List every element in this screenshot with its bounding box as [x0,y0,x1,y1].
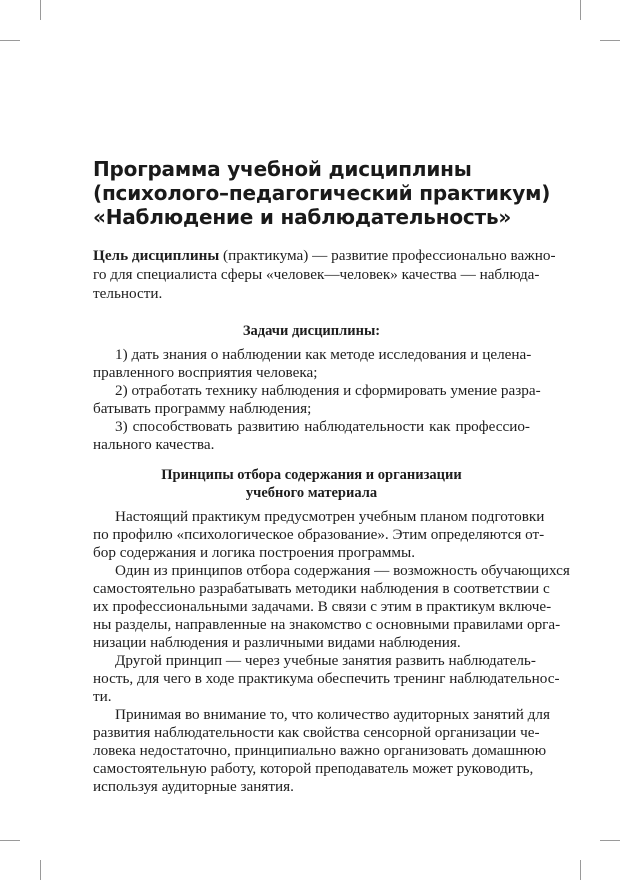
paragraph-line: самостоятельно разрабатывать методики наблюдения в соответствии с [93,580,550,597]
crop-mark [580,860,581,880]
task-line: 1) дать знания о наблюдении как методе исследования и целена- [115,346,532,363]
crop-mark [40,0,41,20]
paragraph-line: по профилю «психологическое образование». Этим определяются от- [93,526,545,543]
goal-label: Цель дисциплины [93,247,220,264]
paragraph-line: Настоящий практикум предусмотрен учебным планом подготовки [115,508,545,525]
crop-mark [600,840,620,841]
paragraph-line: самостоятельную работу, которой преподаватель может руководить, [93,760,534,777]
goal-text: (практикума) — развитие профессионально важно- [219,247,556,264]
paragraph-line: низации наблюдения и различными видами наблюдения. [93,634,461,651]
title-line: «Наблюдение и наблюдательность» [93,205,512,229]
paragraph-line: их профессиональными задачами. В связи с этим в практикум включе- [93,598,552,615]
title-line: (психолого–педагогический практикум) [93,181,551,205]
goal-line: тельности. [93,285,163,302]
page-title [93,157,563,229]
crop-mark [0,840,20,841]
task-line: батывать программу наблюдения; [93,400,312,417]
crop-mark [40,860,41,880]
paragraph-line: развития наблюдательности как свойства сенсорной организации че- [93,724,540,741]
paragraph-line: бор содержания и логика построения программы. [93,544,416,561]
paragraph-line: ность, для чего в ходе практикума обеспечить тренинг наблюдательнос- [93,670,560,687]
paragraph-line: ны разделы, направленные на знакомство с основными правилами орга- [93,616,561,633]
paragraph-line: Принимая во внимание то, что количество аудиторных занятий для [115,706,550,723]
task-line: 2) отработать технику наблюдения и сформировать умение разра- [115,382,541,399]
title-line: Программа учебной дисциплины [93,157,472,181]
paragraph-line: ловека недостаточно, принципиально важно организовать домашнюю [93,742,547,759]
paragraph-line: Один из принципов отбора содержания — возможность обучающихся [115,562,570,579]
crop-mark [580,0,581,20]
task-line: нального качества. [93,436,215,453]
crop-mark [0,40,20,41]
paragraph-line: Другой принцип — через учебные занятия развить наблюдатель- [115,652,536,669]
goal-line [93,247,556,265]
principles-heading: учебного материала [245,485,378,501]
goal-line: го для специалиста сферы «человек—человек» качества — наблюда- [93,266,540,283]
paragraph-line: ти. [93,688,112,705]
task-line: правленного восприятия человека; [93,364,318,381]
tasks-heading: Задачи дисциплины: [242,323,381,339]
principles-heading: Принципы отбора содержания и организации [161,467,462,483]
crop-mark [600,40,620,41]
task-line: 3) способствовать развитию наблюдательности как профессио- [115,418,530,435]
paragraph-line: используя аудиторные занятия. [93,778,294,795]
